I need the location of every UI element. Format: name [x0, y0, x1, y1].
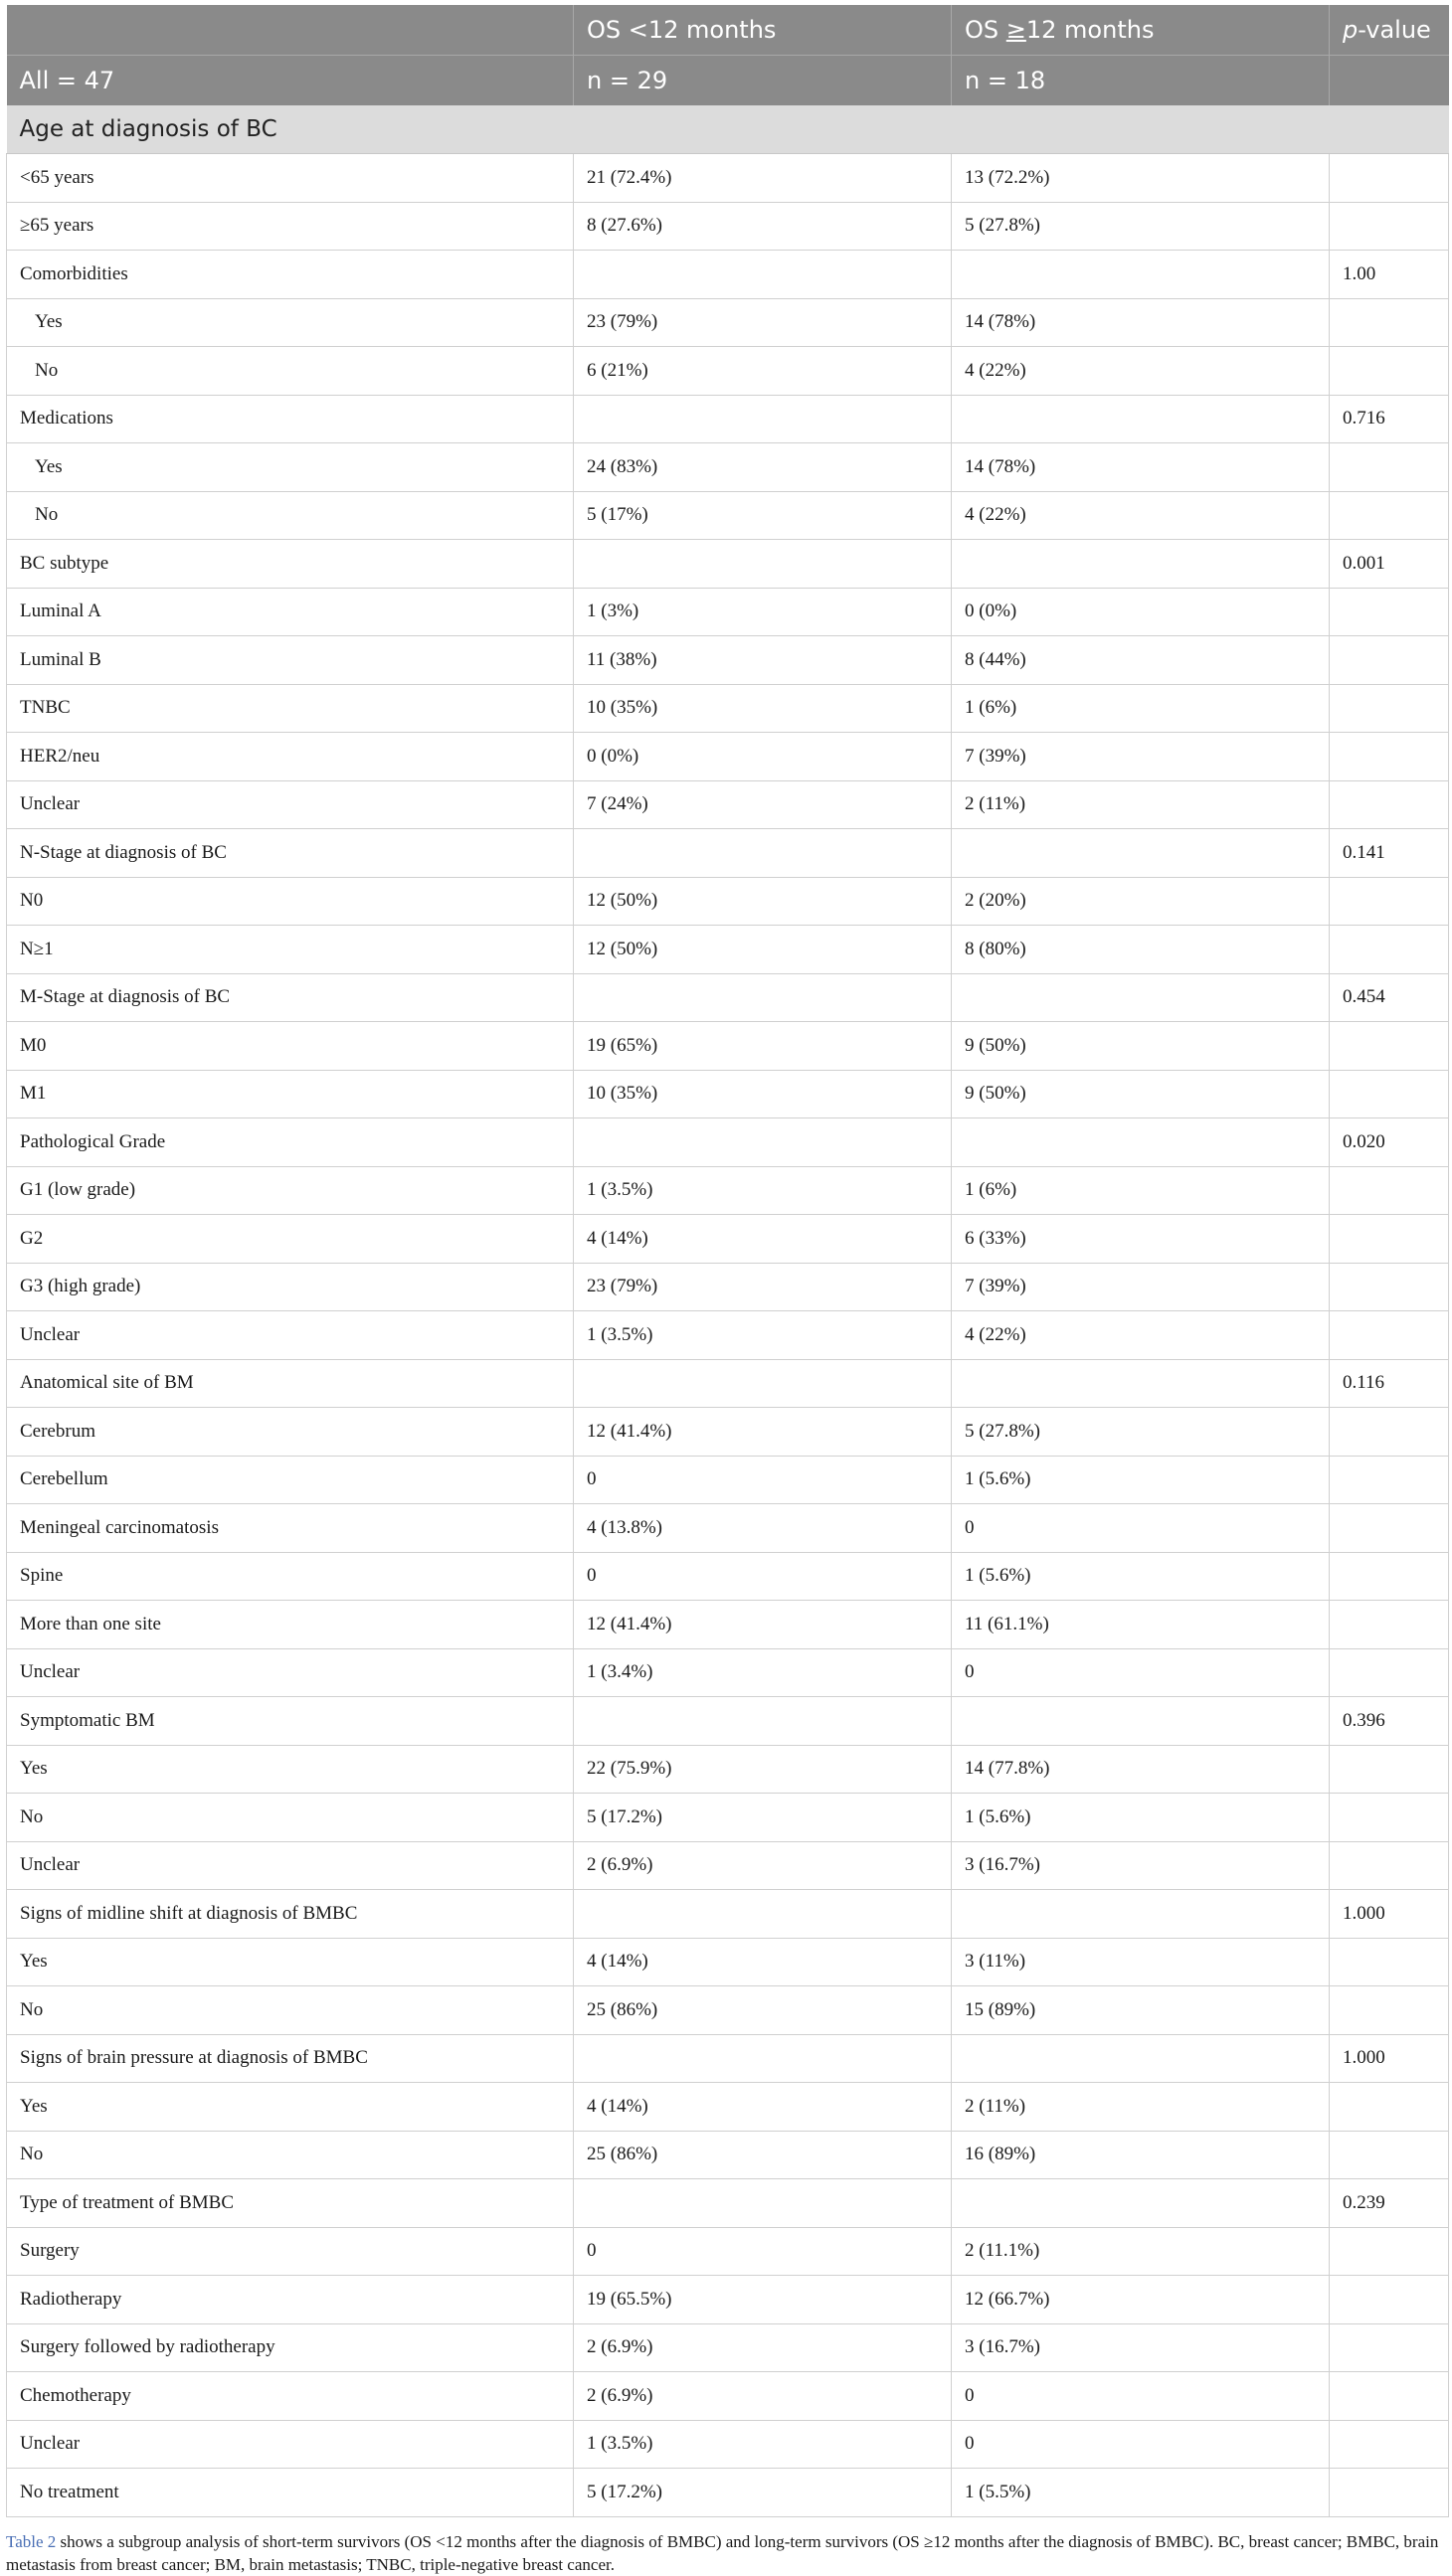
p-value-cell: 0.020 [1330, 1118, 1449, 1167]
p-value-cell: 0.239 [1330, 2179, 1449, 2228]
table-row [7, 2131, 1449, 2179]
os-long-cell: 6 (33%) [952, 1215, 1330, 1264]
p-value-cell: 0.141 [1330, 829, 1449, 878]
os-short-cell: 4 (14%) [574, 1215, 952, 1264]
os-long-cell: 4 (22%) [952, 1311, 1330, 1360]
os-long-cell: 1 (5.6%) [952, 1552, 1330, 1601]
p-value-cell [1330, 1215, 1449, 1264]
table-row [7, 1359, 1449, 1408]
row-label-cell: <65 years [7, 154, 574, 203]
p-value-cell: 0.116 [1330, 1359, 1449, 1408]
row-label-cell: BC subtype [7, 540, 574, 589]
row-label-cell: Cerebellum [7, 1456, 574, 1504]
p-value-cell [1330, 2131, 1449, 2179]
p-value-cell [1330, 2276, 1449, 2324]
p-value-cell [1330, 1745, 1449, 1794]
p-value-cell: 1.000 [1330, 1890, 1449, 1939]
header-os-long: OS ≥12 months [952, 5, 1330, 56]
table-row [7, 1986, 1449, 2035]
p-value-cell [1330, 443, 1449, 492]
os-short-cell: 12 (50%) [574, 926, 952, 974]
os-long-cell [952, 1359, 1330, 1408]
header-os-short: OS <12 months [574, 5, 952, 56]
os-short-cell: 2 (6.9%) [574, 2323, 952, 2372]
os-short-cell: 0 [574, 1456, 952, 1504]
os-short-cell: 6 (21%) [574, 347, 952, 396]
os-short-cell [574, 1890, 952, 1939]
p-value-cell [1330, 1166, 1449, 1215]
table-row [7, 636, 1449, 685]
os-long-cell: 8 (44%) [952, 636, 1330, 685]
table-row [7, 1794, 1449, 1842]
row-label-cell: ≥65 years [7, 202, 574, 251]
os-long-cell: 5 (27.8%) [952, 1408, 1330, 1457]
os-short-cell [574, 251, 952, 299]
os-short-cell: 5 (17%) [574, 491, 952, 540]
os-long-cell [952, 1890, 1330, 1939]
section-title: Age at diagnosis of BC [7, 105, 1449, 154]
p-value-cell [1330, 2420, 1449, 2469]
table-row [7, 877, 1449, 926]
p-value-cell [1330, 733, 1449, 781]
p-value-cell: 0.001 [1330, 540, 1449, 589]
table-row [7, 540, 1449, 589]
p-value-cell [1330, 1408, 1449, 1457]
os-long-cell: 4 (22%) [952, 347, 1330, 396]
table-row [7, 1890, 1449, 1939]
os-long-cell: 1 (5.5%) [952, 2469, 1330, 2517]
os-long-cell: 0 [952, 2420, 1330, 2469]
table-row [7, 1601, 1449, 1649]
p-value-cell [1330, 2083, 1449, 2132]
table-row [7, 2227, 1449, 2276]
p-value-cell [1330, 1794, 1449, 1842]
table-row [7, 684, 1449, 733]
p-value-cell [1330, 684, 1449, 733]
table-row [7, 2179, 1449, 2228]
row-label-cell: N-Stage at diagnosis of BC [7, 829, 574, 878]
table-row [7, 1745, 1449, 1794]
table-row [7, 298, 1449, 347]
p-value-cell [1330, 1986, 1449, 2035]
row-label-cell: No [7, 347, 574, 396]
os-short-cell: 0 [574, 1552, 952, 1601]
row-label-cell: Chemotherapy [7, 2372, 574, 2421]
table-row [7, 1456, 1449, 1504]
row-label-cell: No [7, 1986, 574, 2035]
p-value-cell [1330, 1648, 1449, 1697]
row-label-cell: Radiotherapy [7, 2276, 574, 2324]
row-label-cell: No [7, 1794, 574, 1842]
os-long-cell: 1 (5.6%) [952, 1794, 1330, 1842]
os-long-cell [952, 395, 1330, 443]
os-short-cell [574, 395, 952, 443]
row-label-cell: Cerebrum [7, 1408, 574, 1457]
table-row [7, 1311, 1449, 1360]
os-long-cell: 7 (39%) [952, 1263, 1330, 1311]
os-long-cell: 2 (11.1%) [952, 2227, 1330, 2276]
os-long-cell: 1 (6%) [952, 684, 1330, 733]
os-short-cell: 1 (3.5%) [574, 1311, 952, 1360]
table-row [7, 733, 1449, 781]
table-row [7, 588, 1449, 636]
os-long-cell: 16 (89%) [952, 2131, 1330, 2179]
p-value-cell [1330, 636, 1449, 685]
os-short-cell: 11 (38%) [574, 636, 952, 685]
row-label-cell: Yes [7, 298, 574, 347]
os-short-cell: 4 (14%) [574, 1938, 952, 1986]
os-short-cell: 4 (13.8%) [574, 1504, 952, 1553]
row-label-cell: G1 (low grade) [7, 1166, 574, 1215]
os-short-cell: 7 (24%) [574, 780, 952, 829]
table-row [7, 1697, 1449, 1746]
os-short-cell [574, 829, 952, 878]
os-short-cell: 25 (86%) [574, 2131, 952, 2179]
table-row [7, 2372, 1449, 2421]
p-value-cell: 0.396 [1330, 1697, 1449, 1746]
table-row [7, 1166, 1449, 1215]
p-value-cell [1330, 1263, 1449, 1311]
os-short-cell: 19 (65.5%) [574, 2276, 952, 2324]
os-short-cell: 19 (65%) [574, 1022, 952, 1071]
p-value-cell: 1.00 [1330, 251, 1449, 299]
os-short-cell [574, 973, 952, 1022]
row-label-cell: Luminal B [7, 636, 574, 685]
os-short-cell: 10 (35%) [574, 684, 952, 733]
p-value-cell [1330, 1456, 1449, 1504]
table-row [7, 395, 1449, 443]
os-short-cell: 0 [574, 2227, 952, 2276]
table-row [7, 347, 1449, 396]
os-short-cell: 22 (75.9%) [574, 1745, 952, 1794]
row-label-cell: Unclear [7, 1841, 574, 1890]
os-short-cell: 10 (35%) [574, 1070, 952, 1118]
os-short-cell: 0 (0%) [574, 733, 952, 781]
subheader-row [7, 56, 1449, 106]
os-short-cell: 12 (50%) [574, 877, 952, 926]
table-row [7, 2083, 1449, 2132]
header-p-value: p-value [1330, 5, 1449, 56]
row-label-cell: Yes [7, 1938, 574, 1986]
os-long-cell: 2 (20%) [952, 877, 1330, 926]
table-row [7, 1263, 1449, 1311]
p-value-cell [1330, 347, 1449, 396]
row-label-cell: Meningeal carcinomatosis [7, 1504, 574, 1553]
os-short-cell: 1 (3%) [574, 588, 952, 636]
os-short-cell: 21 (72.4%) [574, 154, 952, 203]
p-value-cell [1330, 780, 1449, 829]
os-short-cell [574, 540, 952, 589]
table-row [7, 1648, 1449, 1697]
os-long-cell: 7 (39%) [952, 733, 1330, 781]
os-long-cell: 0 [952, 2372, 1330, 2421]
row-label-cell: M1 [7, 1070, 574, 1118]
row-label-cell: Spine [7, 1552, 574, 1601]
row-label-cell: G3 (high grade) [7, 1263, 574, 1311]
p-value-cell [1330, 2323, 1449, 2372]
os-long-cell: 0 [952, 1504, 1330, 1553]
os-long-cell [952, 251, 1330, 299]
os-long-cell: 9 (50%) [952, 1070, 1330, 1118]
p-value-cell [1330, 1311, 1449, 1360]
p-value-cell [1330, 588, 1449, 636]
subheader-p-empty [1330, 56, 1449, 106]
row-label-cell: No [7, 2131, 574, 2179]
table-row [7, 202, 1449, 251]
os-short-cell: 23 (79%) [574, 1263, 952, 1311]
row-label-cell: G2 [7, 1215, 574, 1264]
table-row [7, 491, 1449, 540]
os-short-cell: 2 (6.9%) [574, 1841, 952, 1890]
row-label-cell: Pathological Grade [7, 1118, 574, 1167]
row-label-cell: Unclear [7, 1648, 574, 1697]
row-label-cell: Yes [7, 443, 574, 492]
row-label-cell: Surgery [7, 2227, 574, 2276]
os-long-cell [952, 829, 1330, 878]
row-label-cell: Anatomical site of BM [7, 1359, 574, 1408]
table-row [7, 780, 1449, 829]
row-label-cell: Unclear [7, 1311, 574, 1360]
os-long-cell: 14 (77.8%) [952, 1745, 1330, 1794]
row-label-cell: Medications [7, 395, 574, 443]
table-row [7, 1938, 1449, 1986]
p-value-cell [1330, 1552, 1449, 1601]
table-row [7, 829, 1449, 878]
row-label-cell: Unclear [7, 2420, 574, 2469]
os-long-cell: 15 (89%) [952, 1986, 1330, 2035]
os-long-cell [952, 973, 1330, 1022]
os-long-cell: 2 (11%) [952, 780, 1330, 829]
caption-text: shows a subgroup analysis of short-term survivors (OS <12 months after the diagnosis of BMBC) and long-term survivors (OS ≥12 months after the diagnosis of BMBC). BC, breast cancer; BMBC, brain metastasis from breast cancer; BM, brain metastasis; TNBC, triple-negative breast cancer. [6, 2532, 1439, 2574]
os-short-cell: 24 (83%) [574, 443, 952, 492]
p-value-cell [1330, 1022, 1449, 1071]
row-label-cell: Unclear [7, 780, 574, 829]
table-row [7, 1552, 1449, 1601]
os-short-cell: 12 (41.4%) [574, 1601, 952, 1649]
os-long-cell: 14 (78%) [952, 298, 1330, 347]
table-row [7, 1841, 1449, 1890]
os-short-cell: 25 (86%) [574, 1986, 952, 2035]
p-value-cell [1330, 1601, 1449, 1649]
row-label-cell: Signs of brain pressure at diagnosis of BMBC [7, 2034, 574, 2083]
os-long-cell: 0 (0%) [952, 588, 1330, 636]
os-long-cell: 13 (72.2%) [952, 154, 1330, 203]
os-short-cell: 1 (3.4%) [574, 1648, 952, 1697]
row-label-cell: Comorbidities [7, 251, 574, 299]
row-label-cell: No treatment [7, 2469, 574, 2517]
os-short-cell [574, 2179, 952, 2228]
p-value-cell [1330, 1938, 1449, 1986]
p-value-cell [1330, 877, 1449, 926]
row-label-cell: Surgery followed by radiotherapy [7, 2323, 574, 2372]
os-long-cell: 3 (16.7%) [952, 2323, 1330, 2372]
os-long-cell [952, 540, 1330, 589]
p-value-cell: 1.000 [1330, 2034, 1449, 2083]
table-row [7, 154, 1449, 203]
p-value-cell [1330, 2469, 1449, 2517]
p-value-cell: 0.716 [1330, 395, 1449, 443]
table-row [7, 251, 1449, 299]
os-long-cell: 0 [952, 1648, 1330, 1697]
row-label-cell: No [7, 491, 574, 540]
table-row [7, 1504, 1449, 1553]
table-caption [6, 2530, 1443, 2576]
table-row [7, 2276, 1449, 2324]
p-value-cell [1330, 154, 1449, 203]
p-value-cell [1330, 202, 1449, 251]
table-row [7, 2034, 1449, 2083]
table-row [7, 1022, 1449, 1071]
os-long-cell: 8 (80%) [952, 926, 1330, 974]
table-body [7, 105, 1449, 2516]
os-short-cell: 1 (3.5%) [574, 2420, 952, 2469]
row-label-cell: Luminal A [7, 588, 574, 636]
row-label-cell: Yes [7, 2083, 574, 2132]
table-row [7, 1215, 1449, 1264]
os-long-cell [952, 1697, 1330, 1746]
p-value-cell [1330, 2372, 1449, 2421]
subheader-all-count: All = 47 [7, 56, 574, 106]
os-short-cell [574, 2034, 952, 2083]
subheader-n-long: n = 18 [952, 56, 1330, 106]
table-reference-link[interactable]: Table 2 [6, 2532, 57, 2551]
os-short-cell: 12 (41.4%) [574, 1408, 952, 1457]
subheader-n-short: n = 29 [574, 56, 952, 106]
p-value-cell [1330, 1841, 1449, 1890]
row-label-cell: M-Stage at diagnosis of BC [7, 973, 574, 1022]
p-value-cell [1330, 298, 1449, 347]
p-value-cell [1330, 491, 1449, 540]
table-row [7, 2469, 1449, 2517]
table-row [7, 443, 1449, 492]
table-row [7, 1408, 1449, 1457]
os-long-cell: 1 (5.6%) [952, 1456, 1330, 1504]
os-long-cell: 5 (27.8%) [952, 202, 1330, 251]
os-long-cell: 12 (66.7%) [952, 2276, 1330, 2324]
row-label-cell: N0 [7, 877, 574, 926]
row-label-cell: N≥1 [7, 926, 574, 974]
os-long-cell [952, 1118, 1330, 1167]
os-long-cell [952, 2179, 1330, 2228]
row-label-cell: HER2/neu [7, 733, 574, 781]
row-label-cell: Symptomatic BM [7, 1697, 574, 1746]
row-label-cell: Yes [7, 1745, 574, 1794]
os-long-cell: 3 (11%) [952, 1938, 1330, 1986]
p-value-cell [1330, 926, 1449, 974]
os-long-cell [952, 2034, 1330, 2083]
row-label-cell: More than one site [7, 1601, 574, 1649]
os-long-cell: 3 (16.7%) [952, 1841, 1330, 1890]
os-short-cell: 1 (3.5%) [574, 1166, 952, 1215]
table-row [7, 2420, 1449, 2469]
os-long-cell: 14 (78%) [952, 443, 1330, 492]
os-long-cell: 11 (61.1%) [952, 1601, 1330, 1649]
row-label-cell: M0 [7, 1022, 574, 1071]
os-short-cell [574, 1118, 952, 1167]
table-row [7, 973, 1449, 1022]
os-short-cell: 5 (17.2%) [574, 1794, 952, 1842]
os-long-cell: 9 (50%) [952, 1022, 1330, 1071]
os-long-cell: 1 (6%) [952, 1166, 1330, 1215]
os-short-cell [574, 1359, 952, 1408]
os-short-cell: 4 (14%) [574, 2083, 952, 2132]
table-row [7, 926, 1449, 974]
p-value-cell: 0.454 [1330, 973, 1449, 1022]
section-row [7, 105, 1449, 154]
os-short-cell: 2 (6.9%) [574, 2372, 952, 2421]
survival-subgroup-table [6, 5, 1449, 2517]
table-row [7, 2323, 1449, 2372]
os-long-cell: 4 (22%) [952, 491, 1330, 540]
p-value-cell [1330, 1070, 1449, 1118]
os-short-cell: 5 (17.2%) [574, 2469, 952, 2517]
header-row [7, 5, 1449, 56]
row-label-cell: Signs of midline shift at diagnosis of BMBC [7, 1890, 574, 1939]
os-short-cell [574, 1697, 952, 1746]
table-row [7, 1118, 1449, 1167]
p-value-cell [1330, 1504, 1449, 1553]
os-short-cell: 8 (27.6%) [574, 202, 952, 251]
table-row [7, 1070, 1449, 1118]
os-short-cell: 23 (79%) [574, 298, 952, 347]
header-group-cell [7, 5, 574, 56]
os-long-cell: 2 (11%) [952, 2083, 1330, 2132]
row-label-cell: TNBC [7, 684, 574, 733]
p-value-cell [1330, 2227, 1449, 2276]
row-label-cell: Type of treatment of BMBC [7, 2179, 574, 2228]
